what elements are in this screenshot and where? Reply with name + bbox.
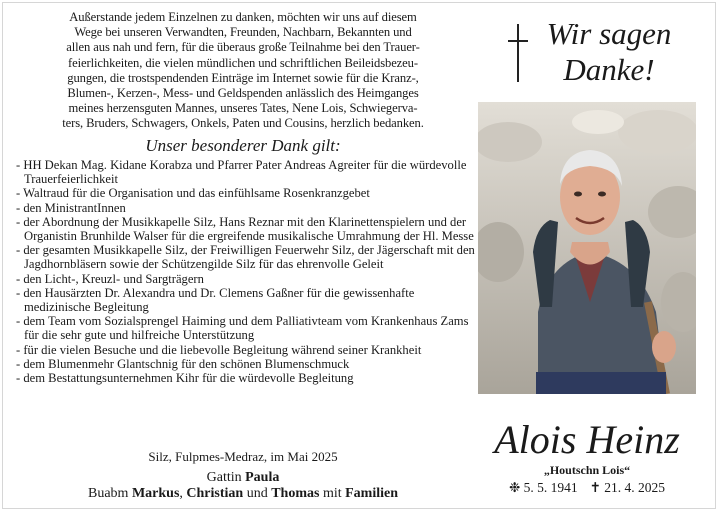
thanks-title [534, 16, 684, 88]
portrait-illustration [478, 102, 696, 394]
son-name: Thomas [271, 486, 320, 501]
family-prefix-wife: Gattin [206, 470, 246, 485]
special-thanks-item: - HH Dekan Mag. Kidane Korabza und Pfarrer Pater Andreas Agreiter für die würdevolle Trauerfeierlichkeit [14, 158, 480, 186]
latin-cross-icon [508, 24, 528, 82]
death-date: ✝ 21. 4. 2025 [589, 480, 666, 495]
place-date: Silz, Fulpmes-Medraz, im Mai 2025 [148, 449, 338, 464]
special-thanks-item: - der Abordnung der Musikkapelle Silz, Hans Reznar mit den Klarinettenspielern und der Organistin Brunhilde Walser für die ergreifende musikalische Umrahmung der Hl. Messe [14, 215, 480, 243]
portrait-photo [478, 102, 696, 394]
son-name: Christian [186, 486, 244, 501]
families-label: Familien [345, 486, 398, 501]
special-thanks-item: - dem Team vom Sozialsprengel Haiming und dem Palliativteam vom Krankenhaus Zams für die sehr gute und hilfreiche Unterstützung [14, 314, 480, 342]
family-prefix-sons: Buabm [88, 486, 132, 501]
deceased-name: Alois Heinz [494, 417, 680, 462]
family-separator: mit [319, 486, 346, 501]
special-thanks-list [14, 158, 480, 385]
thanks-line-1: Wir sagen [546, 16, 672, 51]
family-separator: , [179, 486, 187, 501]
special-thanks-item: - der gesamten Musikkapelle Silz, der Freiwilligen Feuerwehr Silz, der Jägerschaft mit den Jagdhornbläsern sowie der Schützengilde Silz für das ehrenvolle Geleit [14, 243, 480, 271]
special-thanks-item: - den Hausärzten Dr. Alexandra und Dr. Clemens Gaßner für die gewissenhafte medizinische Begleitung [14, 286, 480, 314]
special-thanks-item: - dem Bestattungsunternehmen Kihr für die würdevolle Begleitung [14, 371, 480, 385]
wife-name: Paula [245, 470, 280, 485]
birth-date: ❉ 5. 5. 1941 [508, 480, 578, 495]
special-thanks-item: - dem Blumenmehr Glantschnig für den schönen Blumenschmuck [14, 357, 480, 371]
special-thanks-item: - für die vielen Besuche und die liebevolle Begleitung während seiner Krankheit [14, 343, 480, 357]
thanks-line-2: Danke! [563, 52, 655, 87]
family-line-wife [12, 470, 474, 486]
son-name: Markus [131, 486, 180, 501]
family-separator: und [243, 486, 272, 501]
special-thanks-heading: Unser besonderer Dank gilt: [145, 136, 341, 155]
life-dates [478, 480, 696, 496]
special-thanks-item: - den MinistrantInnen [14, 201, 480, 215]
family-line-sons [12, 486, 474, 502]
intro-text: Außerstande jedem Einzelnen zu danken, möchten wir uns auf diesem Wege bei unseren Verwandten, Freunden, Nachbarn, Bekannten und allen aus nah und fern, für die überaus große Teilnahme bei den Trauer- feierlichkeiten, die vielen mündlichen und schriftlichen Beileidsbezeu- gungen, die trostspendenden Einträge im Internet sowie für die Kranz-, Blumen-, Kerzen-, Mess- und Geldspenden anlässlich des Heimganges meines herzensguten Mannes, unseres Tates, Nene Lois, Schwiegerva- ters, Bruders, Schwagers, Onkels, Paten und Cousins, herzlich bedanken. [62, 10, 424, 131]
special-thanks-item: - den Licht-, Kreuzl- und Sargträgern [14, 272, 480, 286]
special-thanks-item: - Waltraud für die Organisation und das einfühlsame Rosenkranzgebet [14, 186, 480, 200]
nickname: „Houtschn Lois“ [543, 463, 631, 477]
